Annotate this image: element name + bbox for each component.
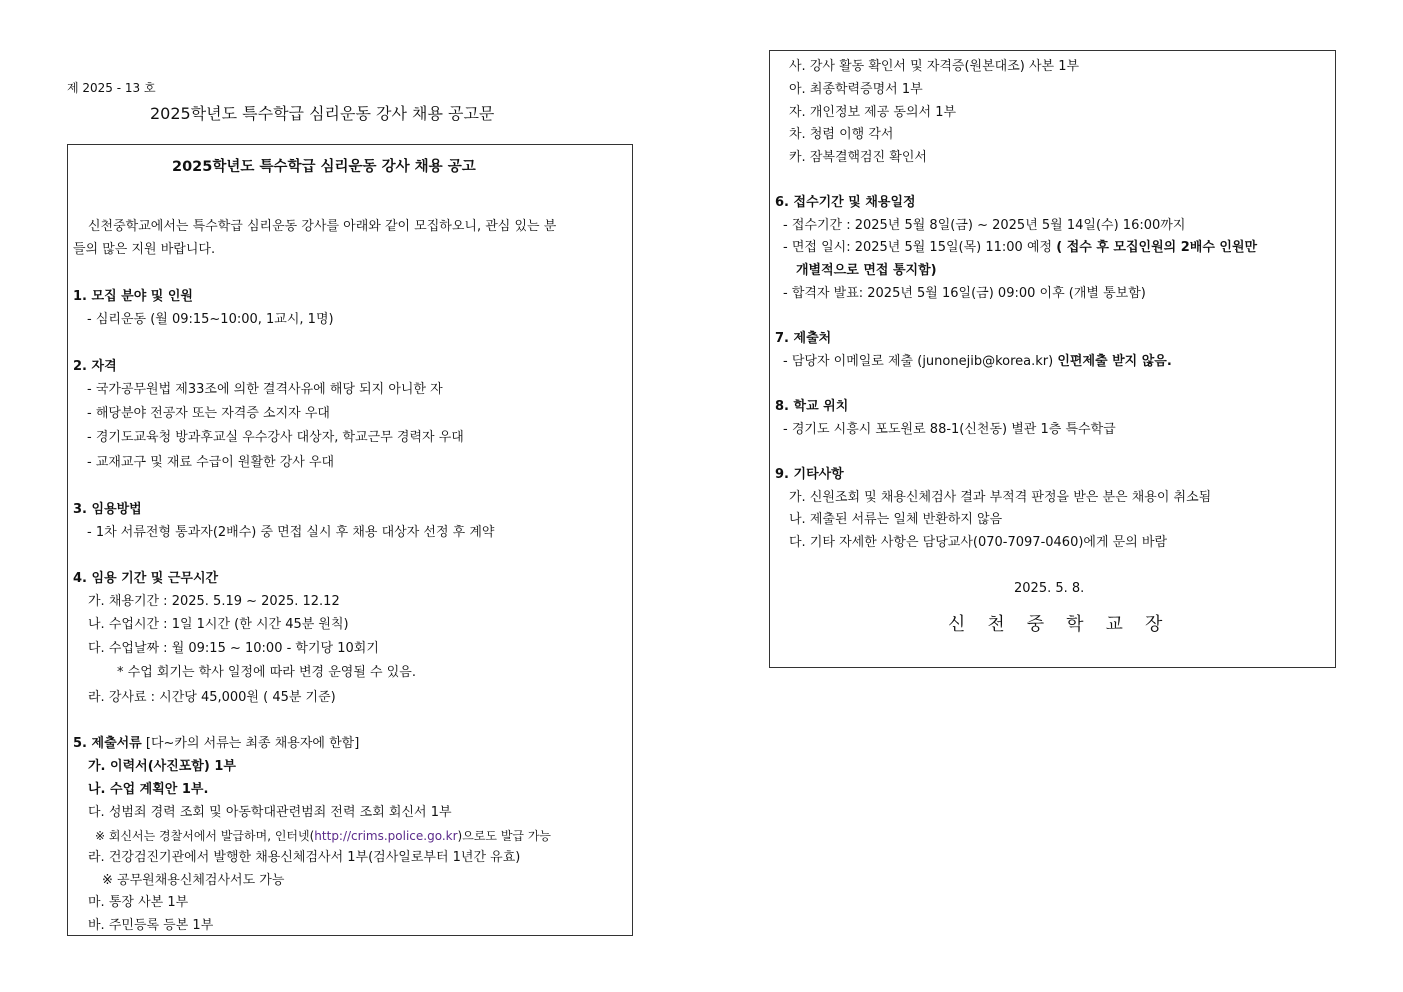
- section-item: 다. 기타 자세한 사항은 담당교사(070-7097-0460)에게 문의 바람: [789, 535, 1168, 550]
- section-item: 마. 통장 사본 1부: [88, 895, 189, 910]
- principal-signature: 신천중학교장: [948, 614, 1185, 635]
- section-item: - 심리운동 (월 09:15~10:00, 1교시, 1명): [87, 312, 334, 327]
- section-item: 라. 강사료 : 시간당 45,000원 ( 45분 기준): [88, 690, 336, 705]
- section-heading: 2. 자격: [73, 359, 117, 374]
- section-item: - 경기도 시흥시 포도원로 88-1(신천동) 별관 1층 특수학급: [783, 422, 1116, 437]
- section-heading: 6. 접수기간 및 채용일정: [775, 195, 916, 210]
- section-item: 다. 수업날짜 : 월 09:15 ~ 10:00 - 학기당 10회기: [88, 641, 379, 656]
- section-item: - 면접 일시: 2025년 5월 15일(목) 11:00 예정: [783, 240, 1053, 255]
- section-heading: 4. 임용 기간 및 근무시간: [73, 571, 219, 586]
- section-note: * 수업 회기는 학사 일정에 따라 변경 운영될 수 있음.: [117, 665, 416, 680]
- section-heading-note: [다~카의 서류는 최종 채용자에 한함]: [145, 736, 360, 751]
- section-item: - 합격자 발표: 2025년 5월 16일(금) 09:00 이후 (개별 통보함): [783, 286, 1146, 301]
- section-emphasis: 개별적으로 면접 통지함): [796, 263, 937, 278]
- section-note: ※ 공무원채용신체검사서도 가능: [102, 873, 285, 888]
- section-heading: 7. 제출처: [775, 331, 832, 346]
- section-note: [95, 827, 551, 845]
- email-text: - 담당자 이메일로 제출 (junonejib@korea.kr): [783, 354, 1054, 369]
- section-emphasis: ( 접수 후 모집인원의 2배수 인원만: [1056, 240, 1258, 255]
- section-item: 나. 수업시간 : 1일 1시간 (한 시간 45분 원칙): [88, 617, 349, 632]
- section-heading: 1. 모집 분야 및 인원: [73, 289, 193, 304]
- section-item: 자. 개인정보 제공 동의서 1부: [789, 105, 957, 120]
- section-emphasis: 인편제출 받지 않음.: [1057, 354, 1172, 369]
- section-item: - 교재교구 및 재료 수급이 원활한 강사 우대: [87, 455, 335, 470]
- section-item: 나. 수업 계획안 1부.: [88, 782, 209, 797]
- section-item: 가. 이력서(사진포함) 1부: [88, 759, 236, 774]
- note-text: ※ 회신서는 경찰서에서 발급하며, 인터넷(: [95, 829, 315, 843]
- section-heading: 9. 기타사항: [775, 467, 844, 482]
- notice-box-left: [67, 144, 633, 936]
- intro-text: 신천중학교에서는 특수학급 심리운동 강사를 아래와 같이 모집하오니, 관심 있는 분: [88, 219, 557, 234]
- document-title: 2025학년도 특수학급 심리운동 강사 채용 공고문: [150, 104, 495, 123]
- section-item: 차. 청렴 이행 각서: [789, 127, 894, 142]
- section-item-line: [783, 239, 1257, 257]
- section-item: - 접수기간 : 2025년 5월 8일(금) ~ 2025년 5월 14일(수) 16:00까지: [783, 218, 1186, 233]
- section-item: 카. 잠복결핵검진 확인서: [789, 150, 927, 165]
- notice-box-right: [769, 50, 1336, 668]
- section-item-line: [783, 353, 1172, 371]
- section-item: 다. 성범죄 경력 조회 및 아동학대관련범죄 전력 조회 회신서 1부: [88, 805, 452, 820]
- section-heading: 3. 임용방법: [73, 502, 142, 517]
- note-text: )으로도 발급 가능: [457, 829, 552, 843]
- notice-title: 2025학년도 특수학급 심리운동 강사 채용 공고: [172, 159, 476, 175]
- intro-text: 들의 많은 지원 바랍니다.: [73, 242, 216, 257]
- notice-date: 2025. 5. 8.: [1014, 581, 1085, 596]
- section-item: - 해당분야 전공자 또는 자격증 소지자 우대: [87, 406, 330, 421]
- section-item: 가. 채용기간 : 2025. 5.19 ~ 2025. 12.12: [88, 594, 340, 609]
- section-item: 바. 주민등록 등본 1부: [88, 918, 214, 933]
- section-heading-line: [73, 735, 359, 753]
- section-item: - 1차 서류전형 통과자(2배수) 중 면접 실시 후 채용 대상자 선정 후 계약: [87, 525, 495, 540]
- section-item: 라. 건강검진기관에서 발행한 채용신체검사서 1부(검사일로부터 1년간 유효): [88, 850, 521, 865]
- section-item: 사. 강사 활동 확인서 및 자격증(원본대조) 사본 1부: [789, 59, 1080, 74]
- crims-link[interactable]: http://crims.police.go.kr: [314, 829, 458, 843]
- section-item: 나. 제출된 서류는 일체 반환하지 않음: [789, 512, 1003, 527]
- section-heading: 5. 제출서류: [73, 736, 142, 751]
- section-item: - 국가공무원법 제33조에 의한 결격사유에 해당 되지 아니한 자: [87, 382, 443, 397]
- section-item: 가. 신원조회 및 채용신체검사 결과 부적격 판정을 받은 분은 채용이 취소됨: [789, 490, 1212, 505]
- document-number: 제 2025 - 13 호: [67, 81, 156, 95]
- section-item: 아. 최종학력증명서 1부: [789, 82, 923, 97]
- section-item: - 경기도교육청 방과후교실 우수강사 대상자, 학교근무 경력자 우대: [87, 430, 464, 445]
- section-heading: 8. 학교 위치: [775, 399, 849, 414]
